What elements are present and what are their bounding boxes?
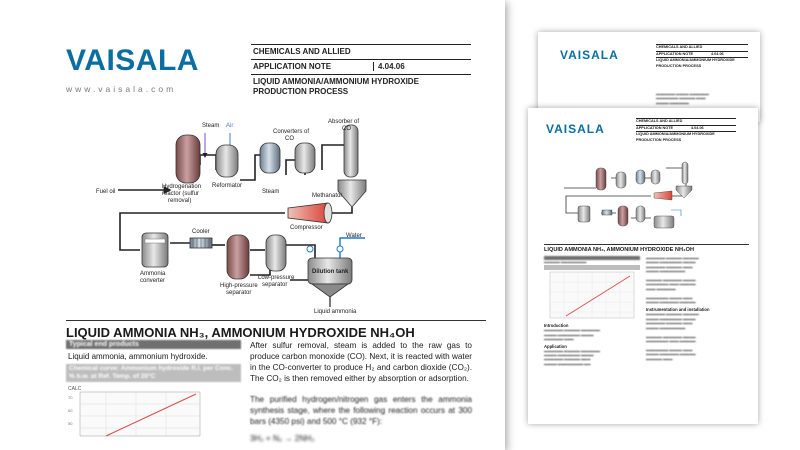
chart-tick-50: 50 bbox=[68, 421, 73, 426]
chemical-curve-chart bbox=[66, 382, 241, 437]
front-page-title-1: LIQUID AMMONIA/AMMONIUM HYDROXIDE bbox=[636, 131, 736, 138]
back-page-title-1: LIQUID AMMONIA/AMMONIUM HYDROXIDE bbox=[656, 57, 748, 64]
label-cooler: Cooler bbox=[192, 229, 210, 235]
label-hp-separator-2: separator bbox=[226, 290, 252, 296]
front-page-instrumentation: Instrumentation and installation bbox=[646, 307, 710, 313]
left-column bbox=[66, 340, 241, 437]
typical-products-text: Liquid ammonia, ammonium hydroxide. bbox=[68, 352, 208, 361]
header-doc-row bbox=[251, 59, 471, 74]
label-absorber: Absorber of bbox=[328, 119, 360, 125]
label-lp-separator-1: Low-pressure bbox=[258, 275, 295, 281]
front-page-header bbox=[636, 118, 736, 143]
front-page-title-2: PRODUCTION PROCESS bbox=[636, 137, 682, 142]
front-page-application-text: ▬▬▬▬▬▬ ▬▬▬▬▬ ▬▬▬▬▬▬ ▬▬▬▬ ▬▬▬▬▬▬▬ ▬▬▬▬ ▬▬▬▬▬▬ ▬▬▬▬▬ ▬▬▬ ▬▬▬▬ ▬▬▬▬▬▬▬▬ ▬▬ bbox=[544, 348, 600, 366]
article-title: LIQUID AMMONIA NH₃, AMMONIUM HYDROXIDE NH₄OH bbox=[66, 320, 486, 340]
label-ammonia-converter-1: Ammonia bbox=[140, 271, 166, 277]
label-co: CO bbox=[285, 136, 294, 142]
back-page-header bbox=[656, 44, 748, 69]
front-page-logo: VAISALA bbox=[546, 122, 605, 136]
co-converters bbox=[260, 143, 315, 173]
header-category: CHEMICALS AND ALLIED bbox=[251, 44, 471, 59]
hydrogenation-reactor bbox=[176, 135, 200, 183]
website-url: www.vaisala.com bbox=[66, 84, 177, 94]
label-steam-top: Steam bbox=[202, 123, 220, 129]
front-page-left-col bbox=[544, 256, 640, 366]
compressor bbox=[288, 203, 332, 223]
front-page-right-text-2: ▬▬▬▬▬▬ ▬▬▬▬▬ ▬▬▬▬▬ ▬▬▬▬ ▬▬▬▬▬▬▬ ▬▬▬▬ ▬▬▬▬▬▬ ▬▬▬▬▬ ▬▬▬ ▬▬▬▬ ▬▬▬▬▬▬▬▬ ▬▬▬▬▬ ▬▬▬▬▬▬ ▬▬▬▬ ▬▬▬▬▬▬▬ ▬▬▬ ▬▬▬▬▬ ▬▬▬▬▬▬▬ ▬▬▬▬ ▬▬▬ ▬▬▬▬ ▬▬▬▬▬▬ ▬▬▬▬▬ ▬▬▬▬▬ ▬▬▬ bbox=[646, 312, 699, 361]
front-page-mini-diagram bbox=[556, 158, 706, 238]
chart-tick-70: 70 bbox=[68, 395, 73, 400]
header-title-line2: PRODUCTION PROCESS bbox=[253, 87, 349, 96]
back-page-logo: VAISALA bbox=[560, 48, 619, 62]
co2-absorber bbox=[344, 125, 358, 177]
label-dilution-tank: Dilution tank bbox=[312, 269, 349, 275]
paragraph-sulfur-removal: After sulfur removal, steam is added to the raw gas to produce carbon monoxide (CO). Next, it is reacted with water in the CO-converter to produce H₂ and carbon dioxide (CO₂). The CO₂ is then removed either by absorption or adsorption. bbox=[250, 341, 472, 383]
label-hp-separator-1: High-pressure bbox=[220, 283, 258, 289]
front-page-doc-number: 4.04.06 bbox=[691, 125, 704, 130]
paragraph-synthesis: The purified hydrogen/nitrogen gas enters the ammonia synthesis stage, where the following reaction occurs at 300 bars (4350 psi) and 500 °C (932 °F): bbox=[250, 395, 472, 426]
vaisala-logo: VAISALA bbox=[66, 44, 199, 77]
label-hydrogenation-1: Hydrogenation bbox=[162, 184, 202, 190]
water-line bbox=[340, 238, 365, 260]
chart-axis-label: CALC bbox=[68, 386, 82, 392]
front-page-doc-type: APPLICATION NOTE bbox=[636, 125, 674, 130]
process-flow-diagram bbox=[90, 115, 380, 315]
header-title bbox=[251, 74, 471, 97]
thumbnail-page-front bbox=[528, 108, 758, 424]
back-page-doc-type: APPLICATION NOTE bbox=[656, 51, 694, 56]
front-page-introduction: Introduction bbox=[544, 323, 569, 329]
label-water: Water bbox=[346, 233, 362, 239]
back-page-doc-number: 4.04.06 bbox=[711, 51, 724, 56]
label-air: Air bbox=[226, 123, 234, 129]
low-pressure-separator bbox=[266, 235, 286, 271]
label-hydrogenation-2: reactor (sulfur bbox=[162, 191, 200, 197]
label-hydrogenation-3: removal) bbox=[168, 198, 192, 204]
reformator bbox=[216, 145, 238, 177]
label-co2: CO bbox=[342, 126, 351, 132]
label-converters: Converters of bbox=[273, 129, 310, 135]
front-page-right-col bbox=[646, 256, 746, 361]
label-steam-bottom: Steam bbox=[262, 189, 280, 195]
header-doc-number: 4.04.06 bbox=[373, 62, 405, 71]
high-pressure-separator bbox=[227, 235, 249, 279]
front-page-title: LIQUID AMMONIA NH₃, AMMONIUM HYDROXIDE NH₄OH bbox=[544, 244, 749, 253]
label-lp-separator-2: separator bbox=[262, 282, 288, 288]
chart-tick-60: 60 bbox=[68, 408, 73, 413]
typical-products-header: Typical end products bbox=[66, 340, 241, 349]
label-compressor: Compressor bbox=[290, 225, 323, 231]
right-column bbox=[250, 340, 472, 444]
paragraph-reaction: 3H₂ + N₂ → 2NH₃ bbox=[250, 434, 315, 443]
front-page-intro-text: ▬▬▬▬▬▬ ▬▬▬▬▬ ▬▬▬▬▬▬ ▬▬▬▬ ▬▬▬▬▬▬▬ ▬▬▬▬ ▬▬▬▬▬▬ ▬▬▬ bbox=[544, 328, 600, 342]
cooler bbox=[190, 238, 212, 248]
front-page-category: CHEMICALS AND ALLIED bbox=[636, 118, 736, 125]
label-ammonia-converter-2: converter bbox=[140, 278, 166, 284]
header-doc-type: APPLICATION NOTE bbox=[253, 62, 332, 71]
dilution-tank bbox=[307, 246, 352, 307]
front-page-application: Application bbox=[544, 343, 567, 349]
label-methanator: Methanator bbox=[312, 193, 343, 199]
back-page-text: ▬▬▬▬▬▬ ▬▬▬▬ ▬▬▬▬▬▬ ▬▬▬▬▬▬▬ ▬▬▬▬▬ ▬▬▬ ▬▬▬▬ ▬▬▬▬▬▬ bbox=[656, 92, 709, 105]
back-page-title-2: PRODUCTION PROCESS bbox=[656, 63, 702, 68]
chart-plot-area bbox=[80, 392, 200, 436]
front-page-right-text-1: ▬▬▬▬▬▬ ▬▬▬▬▬ ▬▬▬▬▬ ▬▬▬▬ ▬▬▬▬▬▬▬ ▬▬▬▬ ▬▬▬▬▬▬ ▬▬▬▬▬ ▬▬▬ ▬▬▬▬ ▬▬▬▬▬▬▬▬ ▬▬▬▬▬ ▬▬▬▬▬▬ ▬▬▬▬ ▬▬▬▬▬▬▬ ▬▬▬ ▬▬▬▬▬ ▬▬▬ ▬▬▬▬▬▬ ▬▬▬▬▬▬▬ ▬▬▬▬ ▬▬▬ ▬▬▬▬ ▬▬▬▬▬▬ ▬▬▬▬▬ bbox=[646, 256, 699, 305]
chemical-curve-header: Chemical curve: Ammonium hydroxide R.I. per Conc. % b.w. at Ref. Temp. of 20°C bbox=[66, 364, 241, 382]
label-liquid-ammonia: Liquid ammonia bbox=[314, 309, 357, 315]
label-fuel-oil: Fuel oil bbox=[96, 189, 116, 195]
label-reformator: Reformator bbox=[212, 183, 243, 189]
front-page-mini-chart bbox=[544, 270, 640, 320]
front-page-left-text: ▬▬▬▬▬ ▬▬▬▬▬▬▬▬ bbox=[544, 260, 587, 264]
back-page-category: CHEMICALS AND ALLIED bbox=[656, 44, 748, 51]
ammonia-converter bbox=[142, 233, 168, 267]
document-header bbox=[251, 44, 471, 97]
header-title-line1: LIQUID AMMONIA/AMMONIUM HYDROXIDE bbox=[253, 77, 419, 86]
